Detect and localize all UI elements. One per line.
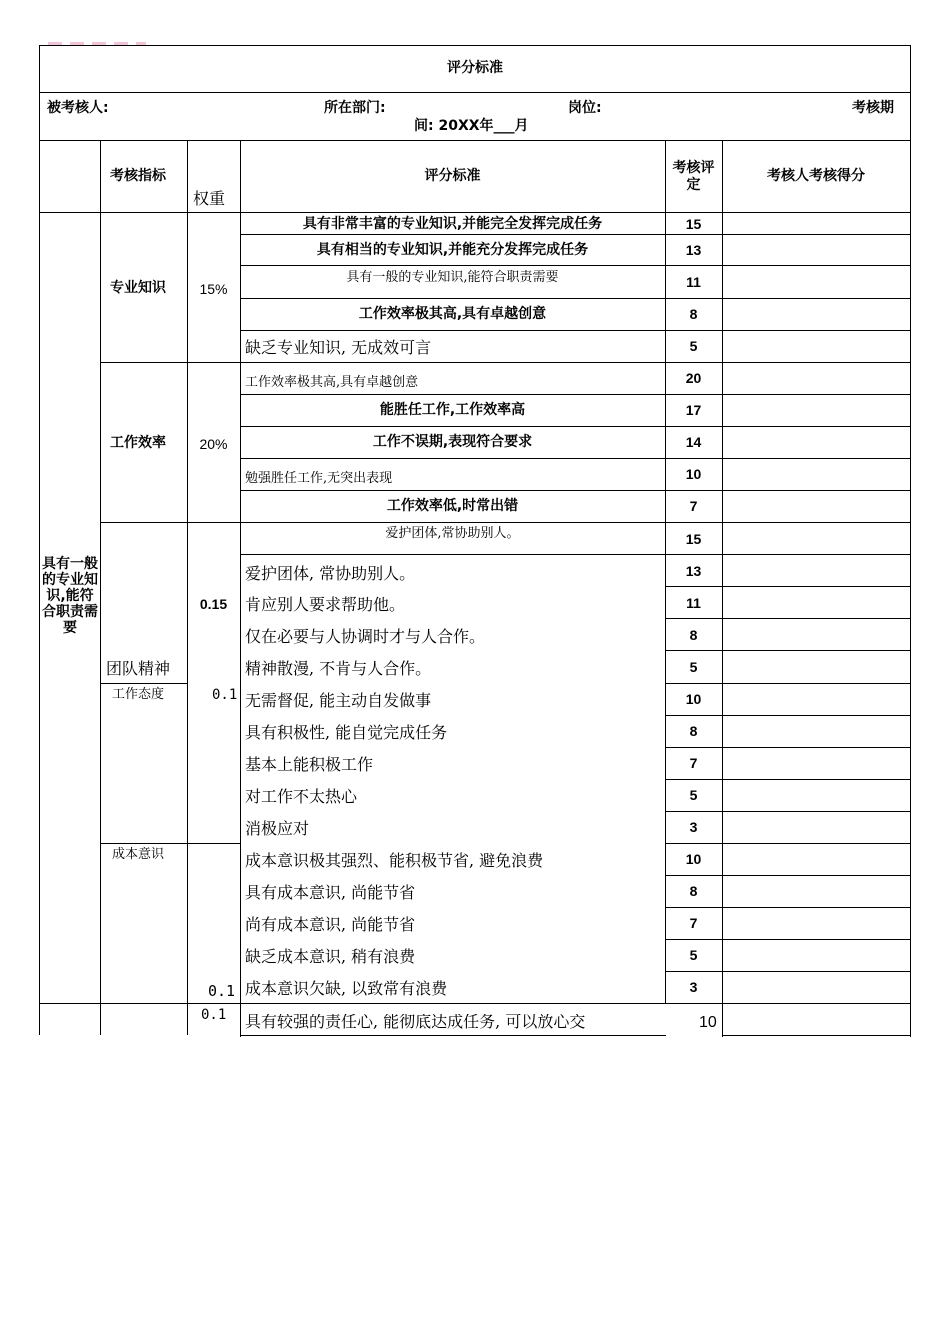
weight-cost: 0.1 xyxy=(208,982,236,1000)
period-value: 间: 20XX年___月 xyxy=(414,118,529,134)
assessee-label: 被考核人: xyxy=(47,100,109,116)
score-value: 3 xyxy=(689,819,698,835)
score-value: 15 xyxy=(685,531,702,547)
criteria-row: 爱护团体,常协助别人。 xyxy=(385,526,520,541)
weight-teamwork: 0.15 xyxy=(199,596,228,612)
score-value: 11 xyxy=(686,274,701,290)
criteria-row: 消极应对 xyxy=(245,819,310,838)
indicator-teamwork: 团队精神 xyxy=(106,659,171,678)
criteria-row: 基本上能积极工作 xyxy=(245,755,374,774)
score-value: 11 xyxy=(686,595,701,611)
score-value: 5 xyxy=(689,338,698,354)
criteria-row: 具有一般的专业知识,能符合职责需要 xyxy=(346,270,559,285)
criteria-row: 工作效率极其高,具有卓越创意 xyxy=(358,306,547,322)
criteria-row: 具有较强的责任心, 能彻底达成任务, 可以放心交 xyxy=(245,1014,586,1030)
criteria-row: 具有积极性, 能自觉完成任务 xyxy=(245,723,448,742)
score-value: 14 xyxy=(685,434,702,450)
criteria-row: 缺乏成本意识, 稍有浪费 xyxy=(245,947,416,966)
indicator-professional: 专业知识 xyxy=(110,280,166,296)
score-value: 10 xyxy=(685,466,702,482)
score-value: 10 xyxy=(685,691,702,707)
criteria-row: 精神散漫, 不肯与人合作。 xyxy=(245,659,432,678)
criteria-row: 具有相当的专业知识,并能充分发挥完成任务 xyxy=(316,242,589,258)
criteria-row: 工作不误期,表现符合要求 xyxy=(372,434,533,450)
department-label: 所在部门: xyxy=(324,100,386,116)
score-value: 13 xyxy=(685,242,702,258)
score-value: 20 xyxy=(685,370,702,386)
criteria-row: 对工作不太热心 xyxy=(245,787,358,806)
criteria-row: 能胜任工作,工作效率高 xyxy=(379,402,526,418)
indicator-attitude: 工作态度 xyxy=(112,687,165,702)
criteria-row: 成本意识欠缺, 以致常有浪费 xyxy=(245,979,448,998)
score-value: 8 xyxy=(689,883,698,899)
weight-attitude: 0.1 xyxy=(212,687,238,703)
score-value: 15 xyxy=(685,216,702,232)
criteria-row: 仅在必要与人协调时才与人合作。 xyxy=(245,627,486,646)
group-label: 具有一般的专业知识,能符合职责需要 xyxy=(42,556,98,636)
score-value: 8 xyxy=(689,306,698,322)
indicator-efficiency: 工作效率 xyxy=(110,435,166,451)
score-value: 3 xyxy=(689,979,698,995)
col-indicator: 考核指标 xyxy=(110,168,166,184)
criteria-row: 缺乏专业知识, 无成效可言 xyxy=(245,338,432,357)
weight-professional: 15% xyxy=(199,281,228,297)
weight-responsibility: 0.1 xyxy=(201,1007,227,1023)
weight-efficiency: 20% xyxy=(199,436,228,452)
criteria-row: 无需督促, 能主动自发做事 xyxy=(245,691,432,710)
score-value: 7 xyxy=(689,915,698,931)
score-value: 10 xyxy=(685,851,702,867)
criteria-row: 工作效率低,时常出错 xyxy=(386,498,519,514)
criteria-row: 肯应别人要求帮助他。 xyxy=(245,595,406,614)
score-value: 5 xyxy=(689,787,698,803)
score-value: 7 xyxy=(689,755,698,771)
col-criteria: 评分标准 xyxy=(424,168,481,184)
indicator-cost: 成本意识 xyxy=(112,847,165,862)
col-score: 考核人考核得分 xyxy=(767,168,865,184)
score-value: 7 xyxy=(689,498,698,514)
criteria-row: 工作效率极其高,具有卓越创意 xyxy=(245,375,419,390)
position-label: 岗位: xyxy=(568,100,602,116)
criteria-row: 成本意识极其强烈、能积极节省, 避免浪费 xyxy=(245,851,544,870)
score-value: 8 xyxy=(689,627,698,643)
score-value: 17 xyxy=(685,402,702,418)
score-value: 5 xyxy=(689,659,698,675)
page-title: 评分标准 xyxy=(447,60,503,76)
score-value: 10 xyxy=(699,1014,717,1031)
criteria-row: 爱护团体, 常协助别人。 xyxy=(245,564,416,583)
col-rating-2: 定 xyxy=(686,177,701,193)
period-label: 考核期 xyxy=(852,100,894,116)
score-value: 13 xyxy=(685,563,702,579)
score-value: 5 xyxy=(689,947,698,963)
criteria-row: 具有非常丰富的专业知识,并能完全发挥完成任务 xyxy=(302,216,603,232)
criteria-row: 尚有成本意识, 尚能节省 xyxy=(245,915,416,934)
col-rating: 考核评 xyxy=(672,160,715,176)
score-value: 8 xyxy=(689,723,698,739)
criteria-row: 勉强胜任工作,无突出表现 xyxy=(245,471,393,486)
criteria-row: 具有成本意识, 尚能节省 xyxy=(245,883,416,902)
col-weight: 权重 xyxy=(193,189,226,208)
